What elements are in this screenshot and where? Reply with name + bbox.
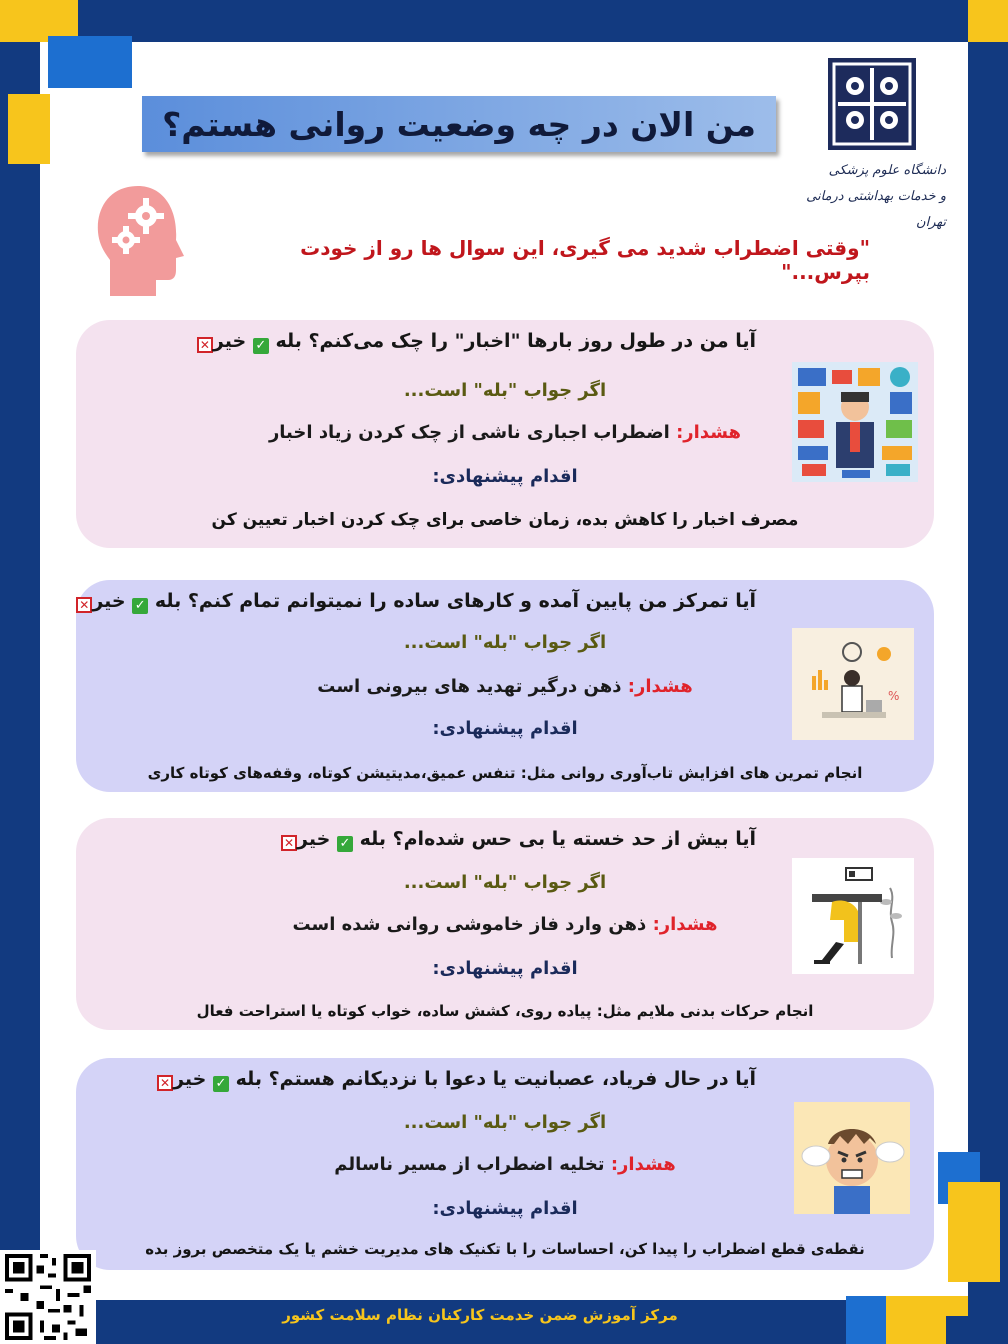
if-yes-text: اگر جواب "بله" است... — [403, 1112, 607, 1133]
stressed-worker-illustration — [792, 628, 914, 740]
decor-square — [968, 0, 1008, 42]
frame-left — [0, 0, 40, 1344]
exhausted-person-illustration — [792, 858, 914, 974]
decor-square — [886, 1296, 946, 1344]
question-row — [76, 590, 756, 614]
checkbox-checked-icon[interactable]: ✓ — [253, 338, 269, 354]
angry-person-illustration — [794, 1102, 910, 1214]
warning-text: ذهن درگیر تهدید های بیرونی است — [317, 676, 622, 697]
question-card — [76, 320, 934, 548]
question-text: آیا تمرکز من پایین آمده و کارهای ساده را نمیتوانم تمام کنم؟ — [187, 590, 756, 612]
frame-right — [968, 0, 1008, 1344]
checkbox-checked-icon[interactable]: ✓ — [213, 1076, 229, 1092]
question-row — [157, 1068, 756, 1092]
decor-square — [846, 1296, 888, 1344]
warning-label: هشدار: — [610, 1154, 676, 1175]
checkbox-checked-icon[interactable]: ✓ — [337, 836, 353, 852]
checkbox-checked-icon[interactable]: ✓ — [132, 598, 148, 614]
question-row — [281, 828, 756, 852]
svg-text:%: % — [888, 689, 900, 703]
question-card — [76, 1058, 934, 1270]
decor-square — [948, 1182, 1000, 1282]
tip-text: انجام حرکات بدنی ملایم مثل: پیاده روی، کشش ساده، خواب کوتاه یا استراحت فعال — [196, 1002, 814, 1020]
tip-text: نقطه‌ی قطع اضطراب را پیدا کن، احساسات را با تکنیک های مدیریت خشم یا یک متخصص بروز بده — [145, 1240, 865, 1258]
tip-text: مصرف اخبار را کاهش بده، زمان خاصی برای چک کردن اخبار تعیین کن — [211, 510, 799, 530]
question-card — [76, 818, 934, 1030]
question-text: آیا در حال فریاد، عصبانیت یا دعوا با نزدیکانم هستم؟ — [268, 1068, 756, 1090]
warning-label: هشدار: — [627, 676, 693, 697]
logo-text-line1: دانشگاه علوم پزشکی — [828, 163, 946, 178]
yes-label: بله — [154, 590, 182, 612]
page-title: من الان در چه وضعیت روانی هستم؟ — [142, 96, 776, 152]
warning-text: ذهن وارد فاز خاموشی روانی شده است — [292, 914, 647, 935]
yes-label: بله — [275, 330, 302, 352]
warning-label: هشدار: — [652, 914, 718, 935]
decor-square — [8, 94, 50, 164]
if-yes-text: اگر جواب "بله" است... — [403, 380, 607, 401]
action-label: اقدام پیشنهادی: — [432, 466, 578, 487]
subtitle: "وقتی اضطراب شدید می گیری، این سوال ها رو از خودت بپرس..." — [300, 236, 870, 284]
frame-top — [0, 0, 1008, 42]
checkbox-crossed-icon[interactable]: ✕ — [281, 835, 297, 851]
if-yes-text: اگر جواب "بله" است... — [403, 632, 607, 653]
warning-text: تخلیه اضطراب از مسیر ناسالم — [334, 1154, 605, 1175]
no-label: خیر — [212, 330, 247, 352]
action-label: اقدام پیشنهادی: — [432, 718, 578, 739]
question-card — [76, 580, 934, 792]
university-logo-icon — [828, 58, 916, 150]
tip-text: انجام تمرین های افزایش تاب‌آوری روانی مثل: تنفس عمیق،مدیتیشن کوتاه، وقفه‌های کوتاه کاری — [147, 764, 863, 782]
question-text: آیا من در طول روز بارها "اخبار" را چک می‌کنم؟ — [308, 330, 756, 352]
no-label: خیر — [297, 828, 331, 850]
yes-label: بله — [235, 1068, 263, 1090]
decor-square — [48, 36, 132, 88]
question-row — [197, 330, 756, 354]
qr-code-icon[interactable] — [0, 1250, 96, 1344]
news-icons-illustration — [792, 362, 918, 482]
no-label: خیر — [92, 590, 126, 612]
warning-label: هشدار: — [676, 422, 742, 443]
logo-text-line2: و خدمات بهداشتی درمانی تهران — [806, 189, 946, 230]
no-label: خیر — [173, 1068, 207, 1090]
warning-text: اضطراب اجباری ناشی از چک کردن زیاد اخبار — [268, 422, 670, 443]
checkbox-crossed-icon[interactable]: ✕ — [157, 1075, 173, 1091]
head-gears-icon — [90, 182, 190, 300]
action-label: اقدام پیشنهادی: — [432, 958, 578, 979]
question-text: آیا بیش از حد خسته یا بی حس شده‌ام؟ — [392, 828, 756, 850]
checkbox-crossed-icon[interactable]: ✕ — [197, 337, 213, 353]
footer-text: مرکز آموزش ضمن خدمت کارکنان نظام سلامت کشور — [282, 1306, 678, 1324]
checkbox-crossed-icon[interactable]: ✕ — [76, 597, 92, 613]
yes-label: بله — [359, 828, 386, 850]
action-label: اقدام پیشنهادی: — [432, 1198, 578, 1219]
decor-square — [946, 1296, 968, 1316]
if-yes-text: اگر جواب "بله" است... — [403, 872, 607, 893]
